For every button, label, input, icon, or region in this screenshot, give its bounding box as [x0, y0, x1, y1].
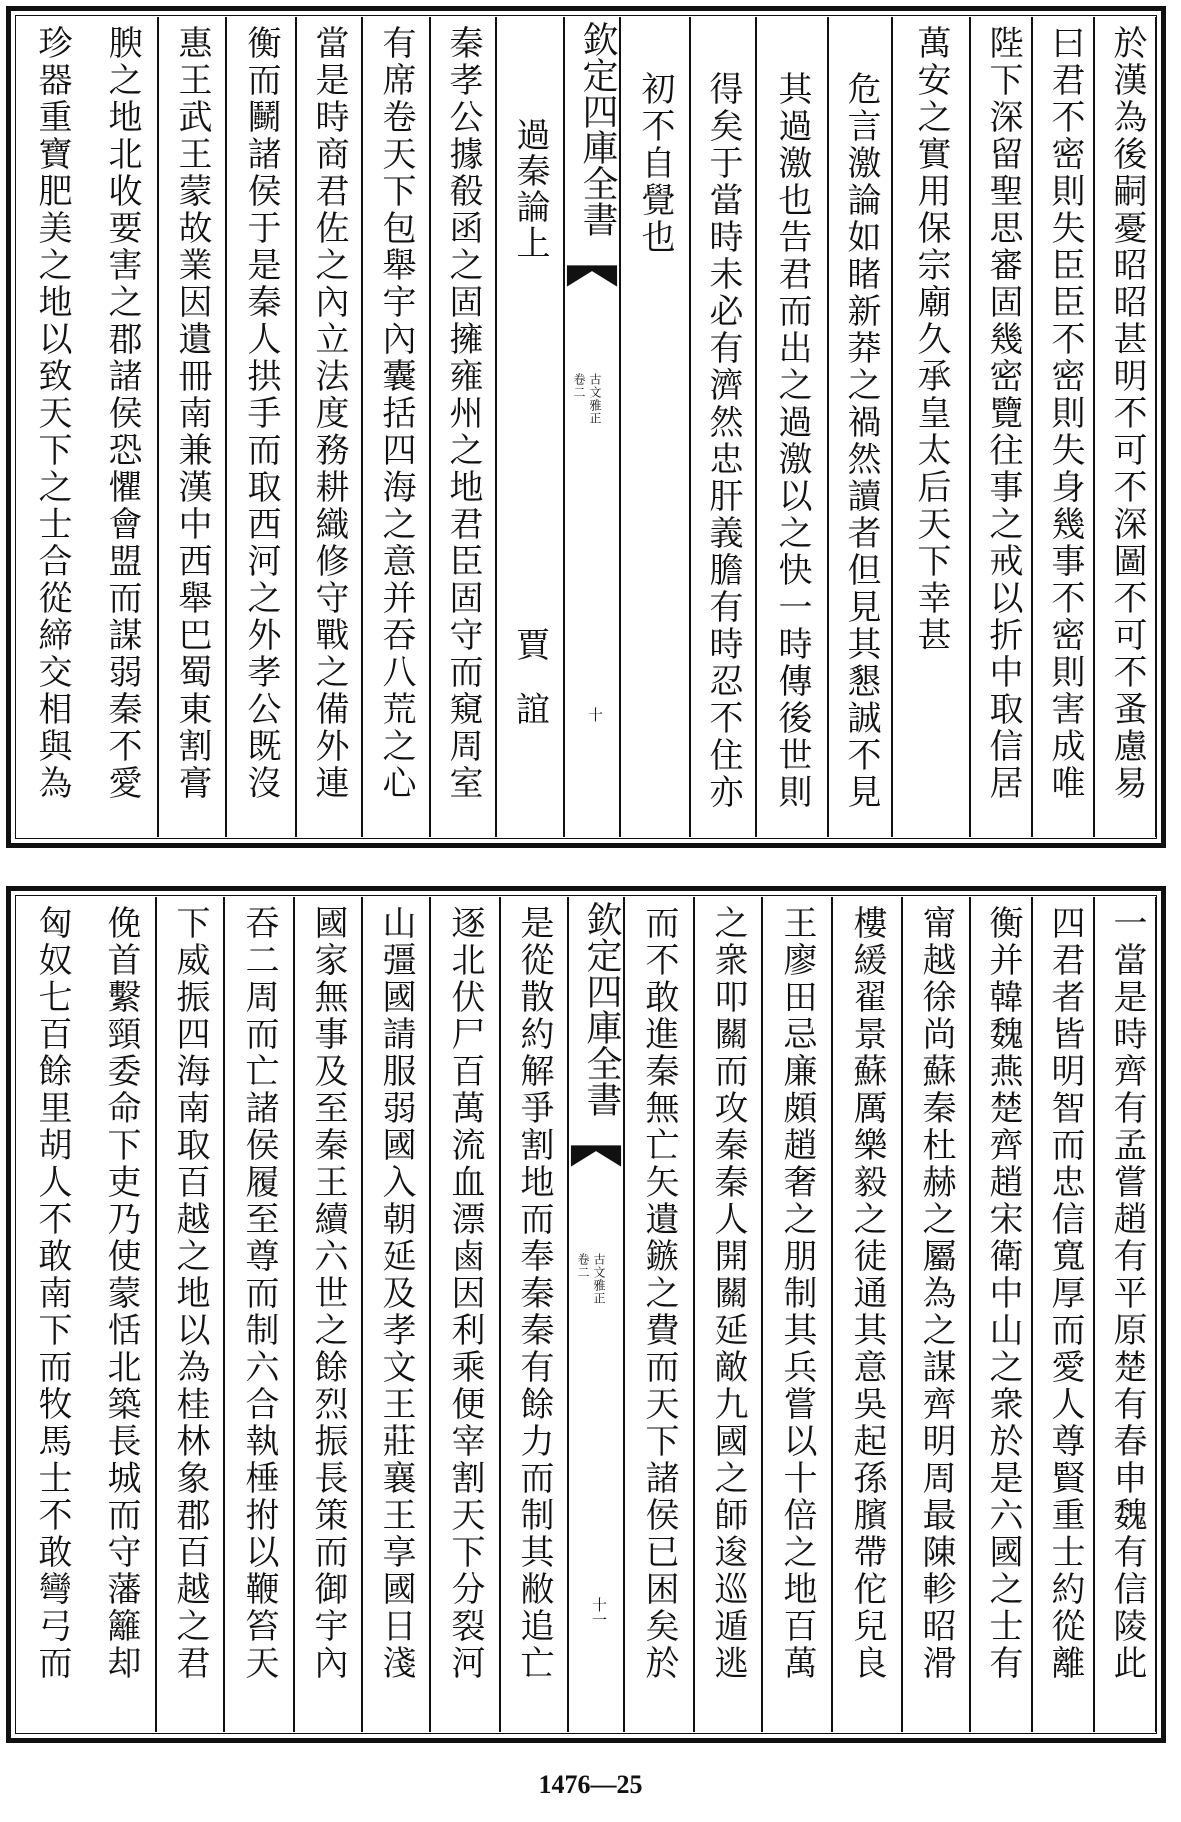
column-text: 得矣于當時未必有濟然忠肝義膽有時忍不住亦	[703, 71, 743, 811]
column-text: 當是時商君佐之內立法度務耕織修守戰之備外連	[309, 25, 349, 802]
text-column	[691, 17, 757, 837]
text-column	[295, 897, 363, 1732]
column-text: 甯越徐尚蘇秦杜赫之屬為之謀齊明周最陳軫昭滑	[916, 905, 956, 1682]
column-text: 王廖田忌廉頗趙奢之朋制其兵嘗以十倍之地百萬	[777, 905, 817, 1682]
text-column	[757, 17, 829, 837]
text-column	[363, 897, 431, 1732]
text-column	[1095, 17, 1157, 837]
text-column	[621, 17, 691, 837]
author-name: 賈誼	[509, 627, 550, 755]
center-spine	[569, 897, 625, 1732]
column-text: 曰君不密則失臣臣不密則失身幾事不密則害成唯	[1045, 25, 1085, 802]
column-text: 其過激也告君而出之過激以之快一時傳後世則	[772, 71, 812, 811]
volume-label: 卷二	[576, 1253, 590, 1279]
page-footer-number: 1476—25	[538, 1770, 643, 1799]
column-text: 衡并韓魏燕楚齊趙宋衛中山之衆於是六國之士有	[983, 905, 1023, 1682]
column-text: 秦孝公據殽函之固擁雍州之地君臣固守而窺周室	[443, 25, 483, 802]
column-text: 國家無事及至秦王續六世之餘烈振長策而御宇內	[308, 905, 348, 1682]
column-text: 惠王武王蒙故業因遺冊南兼漢中西舉巴蜀東割膏	[172, 25, 212, 802]
text-column	[225, 897, 295, 1732]
column-text: 匈奴七百餘里胡人不敢南下而牧馬士不敢彎弓而	[32, 905, 72, 1682]
text-column	[431, 897, 501, 1732]
column-text: 衡而鬭諸侯于是秦人拱手而取西河之外孝公既沒	[241, 25, 281, 802]
column-text: 之衆叩關而攻秦秦人開關延敵九國之師逡巡遁逃	[708, 905, 748, 1682]
column-text: 腴之地北收要害之郡諸侯恐懼會盟而謀弱秦不愛	[102, 25, 142, 802]
column-text: 一當是時齊有孟嘗趙有平原楚有春申魏有信陵此	[1107, 905, 1147, 1682]
column-text: 樓緩翟景蘇厲樂毅之徒通其意吳起孫臏帶佗兒良	[847, 905, 887, 1682]
column-text: 下威振四海南取百越之地以為桂林象郡百越之君	[170, 905, 210, 1682]
text-column	[1033, 17, 1095, 837]
column-text: 萬安之實用保宗廟久承皇太后天下幸甚	[911, 25, 951, 654]
text-column	[17, 897, 87, 1732]
text-column	[971, 17, 1033, 837]
text-column	[157, 897, 225, 1732]
text-column	[971, 897, 1033, 1732]
center-spine	[565, 17, 621, 837]
library-title: 欽定四庫全書	[581, 901, 622, 1117]
page-number: 十一	[590, 1597, 608, 1627]
text-column	[903, 897, 971, 1732]
text-column	[501, 897, 569, 1732]
top-half-page	[6, 6, 1166, 848]
text-column	[297, 17, 363, 837]
text-column	[763, 897, 833, 1732]
fish-tail-mark-icon	[569, 1143, 623, 1169]
column-text: 有席卷天下包舉宇內囊括四海之意并吞八荒之心	[376, 25, 416, 802]
column-text: 山彊國請服弱國入朝延及孝文王莊襄王享國日淺	[376, 905, 416, 1682]
column-text: 是從散約解爭割地而奉秦秦有餘力而制其敝追亡	[514, 905, 554, 1682]
text-column	[893, 17, 971, 837]
text-column	[159, 17, 227, 837]
volume-label: 卷二	[572, 373, 586, 399]
library-title: 欽定四庫全書	[577, 21, 618, 237]
text-column	[1033, 897, 1095, 1732]
text-column	[227, 17, 297, 837]
text-column	[625, 897, 695, 1732]
book-title: 古文雅正	[588, 373, 602, 425]
text-column	[695, 897, 763, 1732]
essay-title-column	[497, 17, 565, 837]
text-column	[833, 897, 903, 1732]
text-column	[363, 17, 431, 837]
column-text: 初不自覺也	[635, 71, 675, 256]
bottom-half-page	[6, 886, 1166, 1743]
text-column	[431, 17, 497, 837]
column-text: 俛首繫頸委命下吏乃使蒙恬北築長城而守藩籬却	[101, 905, 141, 1682]
column-text: 四君者皆明智而忠信寬厚而愛人尊賢重士約從離	[1045, 905, 1085, 1682]
text-column	[1095, 897, 1157, 1732]
text-column	[17, 17, 87, 837]
column-text: 陛下深留聖思審固幾密覽往事之戒以折中取信居	[983, 25, 1023, 802]
essay-title: 過秦論上	[510, 117, 550, 261]
text-column	[87, 17, 159, 837]
column-text: 而不敢進秦無亡矢遺鏃之費而天下諸侯已困矣於	[639, 905, 679, 1682]
text-column	[87, 897, 157, 1732]
column-text: 危言激論如睹新莽之禍然讀者但見其懇誠不見	[841, 71, 881, 811]
page-number: 十	[586, 707, 604, 722]
column-text: 逐北伏尸百萬流血漂鹵因利乘便宰割天下分裂河	[445, 905, 485, 1682]
book-title: 古文雅正	[592, 1253, 606, 1305]
column-text: 吞二周而亡諸侯履至尊而制六合執棰拊以鞭笞天	[239, 905, 279, 1682]
column-text: 珍器重寶肥美之地以致天下之士合從締交相與為	[32, 25, 72, 802]
text-column	[829, 17, 893, 837]
fish-tail-mark-icon	[565, 263, 619, 289]
column-text: 於漢為後嗣憂昭昭甚明不可不深圖不可不蚤慮易	[1107, 25, 1147, 802]
